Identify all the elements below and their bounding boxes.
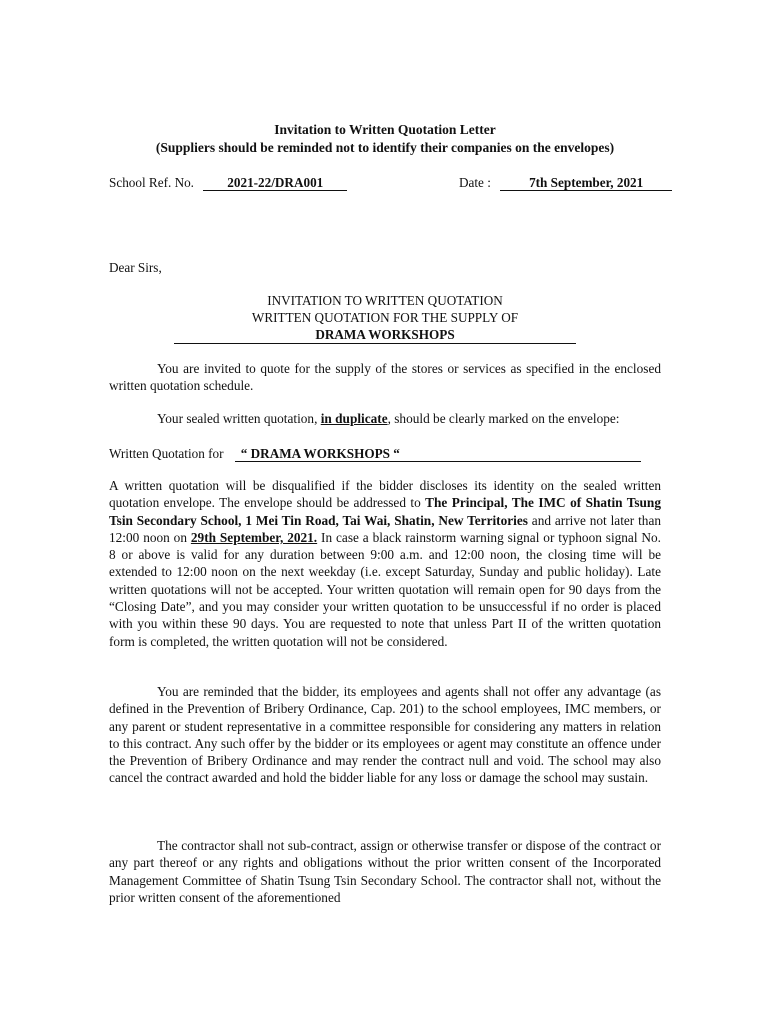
school-ref-label: School Ref. No. <box>109 175 194 190</box>
paragraph-subcontract <box>109 837 661 906</box>
paragraph-disqualification <box>109 477 661 650</box>
p2-text-after: , should be clearly marked on the envelope: <box>387 411 620 426</box>
school-ref-row <box>109 174 347 191</box>
p2-text-before: Your sealed written quotation, <box>157 411 321 426</box>
date-value: 7th September, 2021 <box>500 176 672 191</box>
wq-label: Written Quotation for <box>109 446 224 461</box>
heading-line-2: WRITTEN QUOTATION FOR THE SUPPLY OF <box>251 310 519 325</box>
date-label: Date : <box>459 175 491 190</box>
paragraph-bribery <box>109 683 661 787</box>
heading-underline <box>174 343 576 344</box>
p3-text-3: In case a black rainstorm warning signal or typhoon signal No. 8 or above is valid for any duration between 9:00 a.m. and 12:00 noon, the closing time will be extended to 12:00 noon on the next weekday (i.e. except Saturday, Sunday and public holiday). Late written quotations will not be accepted. Your written quotation will remain open for 90 days from the “Closing Date”, and you may consider your written quotation to be unsuccessful if no order is placed with you within these 90 days. You are requested to note that unless Part II of the written quotation form is completed, the written quotation will not be considered. <box>109 529 662 649</box>
p3-text-1: A written quotation will be disqualified if the bidder discloses its identity on the sealed written quotation envelope. The envelope should be addressed to <box>109 478 661 511</box>
salutation: Dear Sirs, <box>109 260 162 275</box>
wq-value: “ DRAMA WORKSHOPS “ <box>235 447 641 462</box>
paragraph-sealed-quotation <box>109 410 661 427</box>
letter-subtitle: (Suppliers should be reminded not to identify their companies on the envelopes) <box>155 140 615 155</box>
written-quotation-for-row <box>109 445 641 462</box>
paragraph-invitation-text: You are invited to quote for the supply of the stores or services as specified in the enclosed written quotation schedule. <box>109 361 661 394</box>
p3-closing-date: 29th September, 2021. <box>190 529 318 545</box>
letter-title: Invitation to Written Quotation Letter <box>274 122 496 137</box>
p3-address: The Principal, The IMC of Shatin Tsung Tsin Secondary School, 1 Mei Tin Road, Tai Wai, Shatin, New Territories <box>109 495 661 528</box>
paragraph-bribery-text: You are reminded that the bidder, its employees and agents shall not offer any advantage (as defined in the Prevention of Bribery Ordinance, Cap. 201) to the school employees, IMC members, or any parent or student representative in a committee responsible for considering any matters in relation to this contract. Any such offer by the bidder or its employees or agent may constitute an offence under the Prevention of Bribery Ordinance and may render the contract null and void. The school may also cancel the contract awarded and hold the bidder liable for any loss or damage the school may sustain. <box>109 684 661 786</box>
paragraph-subcontract-text: The contractor shall not sub-contract, assign or otherwise transfer or dispose of the contract or any part thereof or any rights and obligations without the prior written consent of the Incorporated Management Committee of Shatin Tsung Tsin Secondary School. The contractor shall not, without the prior written consent of the aforementioned <box>109 838 661 905</box>
p3-text-2: and arrive not later than 12:00 noon on <box>109 512 662 545</box>
heading-line-1: INVITATION TO WRITTEN QUOTATION <box>267 293 503 308</box>
paragraph-invitation <box>109 360 661 395</box>
heading-line-3: DRAMA WORKSHOPS <box>315 327 455 342</box>
school-ref-value: 2021-22/DRA001 <box>203 176 347 191</box>
p2-emphasis: in duplicate <box>320 411 388 426</box>
date-row <box>459 174 672 191</box>
